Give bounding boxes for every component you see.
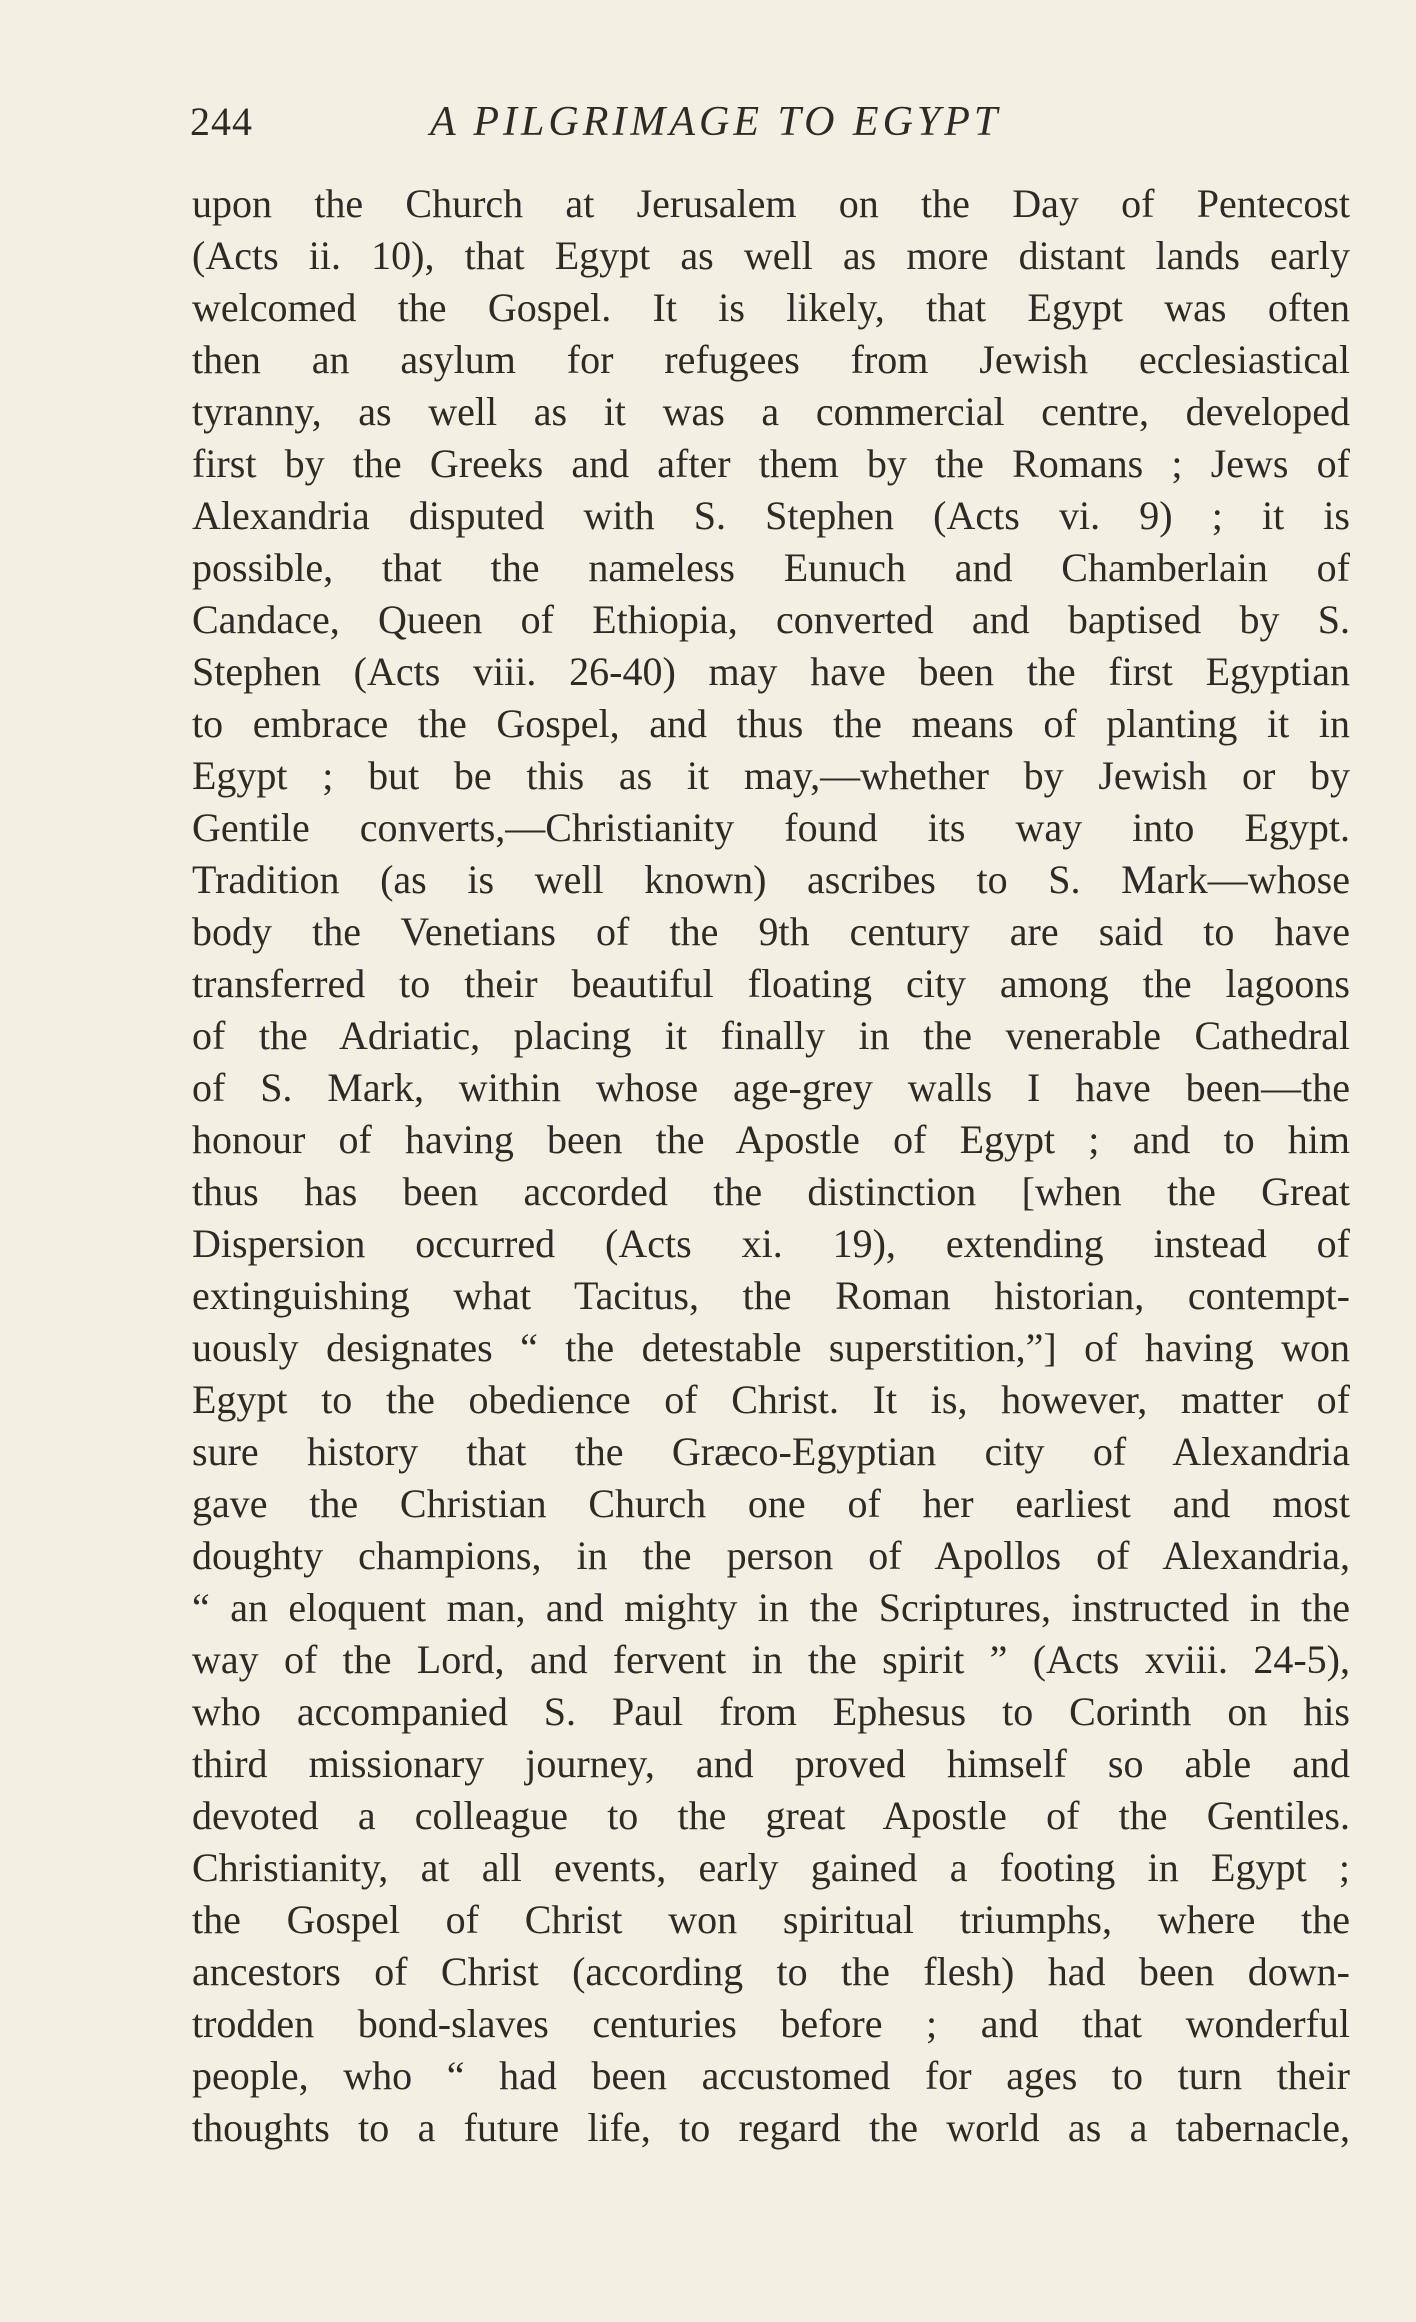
text-line: Christianity, at all events, early gained a footing in Egypt ; bbox=[192, 1845, 1350, 1890]
text-line: thoughts to a future life, to regard the world as a tabernacle, bbox=[192, 2105, 1350, 2150]
running-title: A PILGRIMAGE TO EGYPT bbox=[430, 99, 1002, 145]
text-line: ancestors of Christ (according to the flesh) had been down- bbox=[192, 1949, 1350, 1994]
text-line: body the Venetians of the 9th century are said to have bbox=[192, 909, 1350, 954]
text-line: Stephen (Acts viii. 26-40) may have been the first Egyptian bbox=[192, 649, 1350, 694]
text-line: possible, that the nameless Eunuch and Chamberlain of bbox=[192, 545, 1350, 590]
text-line: Dispersion occurred (Acts xi. 19), extending instead of bbox=[192, 1221, 1350, 1266]
text-line: Gentile converts,—Christianity found its way into Egypt. bbox=[192, 805, 1350, 850]
page-number: 244 bbox=[190, 99, 253, 144]
text-line: honour of having been the Apostle of Egypt ; and to him bbox=[192, 1117, 1350, 1162]
text-line: gave the Christian Church one of her earliest and most bbox=[192, 1481, 1350, 1526]
text-line: third missionary journey, and proved himself so able and bbox=[192, 1741, 1350, 1786]
text-line: way of the Lord, and fervent in the spirit ” (Acts xviii. 24-5), bbox=[192, 1637, 1350, 1682]
text-line: Egypt to the obedience of Christ. It is, however, matter of bbox=[192, 1377, 1350, 1422]
text-line: (Acts ii. 10), that Egypt as well as more distant lands early bbox=[192, 233, 1350, 278]
text-line: upon the Church at Jerusalem on the Day of Pentecost bbox=[192, 181, 1350, 226]
text-line: Egypt ; but be this as it may,—whether by Jewish or by bbox=[192, 753, 1350, 798]
text-line: “ an eloquent man, and mighty in the Scriptures, instructed in the bbox=[192, 1585, 1350, 1630]
text-line: Tradition (as is well known) ascribes to S. Mark—whose bbox=[192, 857, 1350, 902]
text-line: transferred to their beautiful floating city among the lagoons bbox=[192, 961, 1350, 1006]
text-line: devoted a colleague to the great Apostle of the Gentiles. bbox=[192, 1793, 1350, 1838]
text-line: sure history that the Græco-Egyptian city of Alexandria bbox=[192, 1429, 1350, 1474]
text-line: doughty champions, in the person of Apollos of Alexandria, bbox=[192, 1533, 1350, 1578]
text-line: who accompanied S. Paul from Ephesus to Corinth on his bbox=[192, 1689, 1350, 1734]
text-line: people, who “ had been accustomed for ages to turn their bbox=[192, 2053, 1350, 2098]
text-line: to embrace the Gospel, and thus the means of planting it in bbox=[192, 701, 1350, 746]
text-line: then an asylum for refugees from Jewish ecclesiastical bbox=[192, 337, 1350, 382]
text-line: first by the Greeks and after them by the Romans ; Jews of bbox=[192, 441, 1350, 486]
text-line: thus has been accorded the distinction [when the Great bbox=[192, 1169, 1350, 1214]
text-line: Alexandria disputed with S. Stephen (Acts vi. 9) ; it is bbox=[192, 493, 1350, 538]
page-header bbox=[190, 92, 1190, 152]
body-text bbox=[192, 178, 1350, 2154]
text-line: welcomed the Gospel. It is likely, that Egypt was often bbox=[192, 285, 1350, 330]
text-line: the Gospel of Christ won spiritual triumphs, where the bbox=[192, 1897, 1350, 1942]
text-line: uously designates “ the detestable superstition,”] of having won bbox=[192, 1325, 1350, 1370]
text-line: extinguishing what Tacitus, the Roman historian, contempt- bbox=[192, 1273, 1350, 1318]
text-line: of S. Mark, within whose age-grey walls I have been—the bbox=[192, 1065, 1350, 1110]
text-line: tyranny, as well as it was a commercial centre, developed bbox=[192, 389, 1350, 434]
text-line: trodden bond-slaves centuries before ; and that wonderful bbox=[192, 2001, 1350, 2046]
text-line: of the Adriatic, placing it finally in the venerable Cathedral bbox=[192, 1013, 1350, 1058]
text-line: Candace, Queen of Ethiopia, converted and baptised by S. bbox=[192, 597, 1350, 642]
